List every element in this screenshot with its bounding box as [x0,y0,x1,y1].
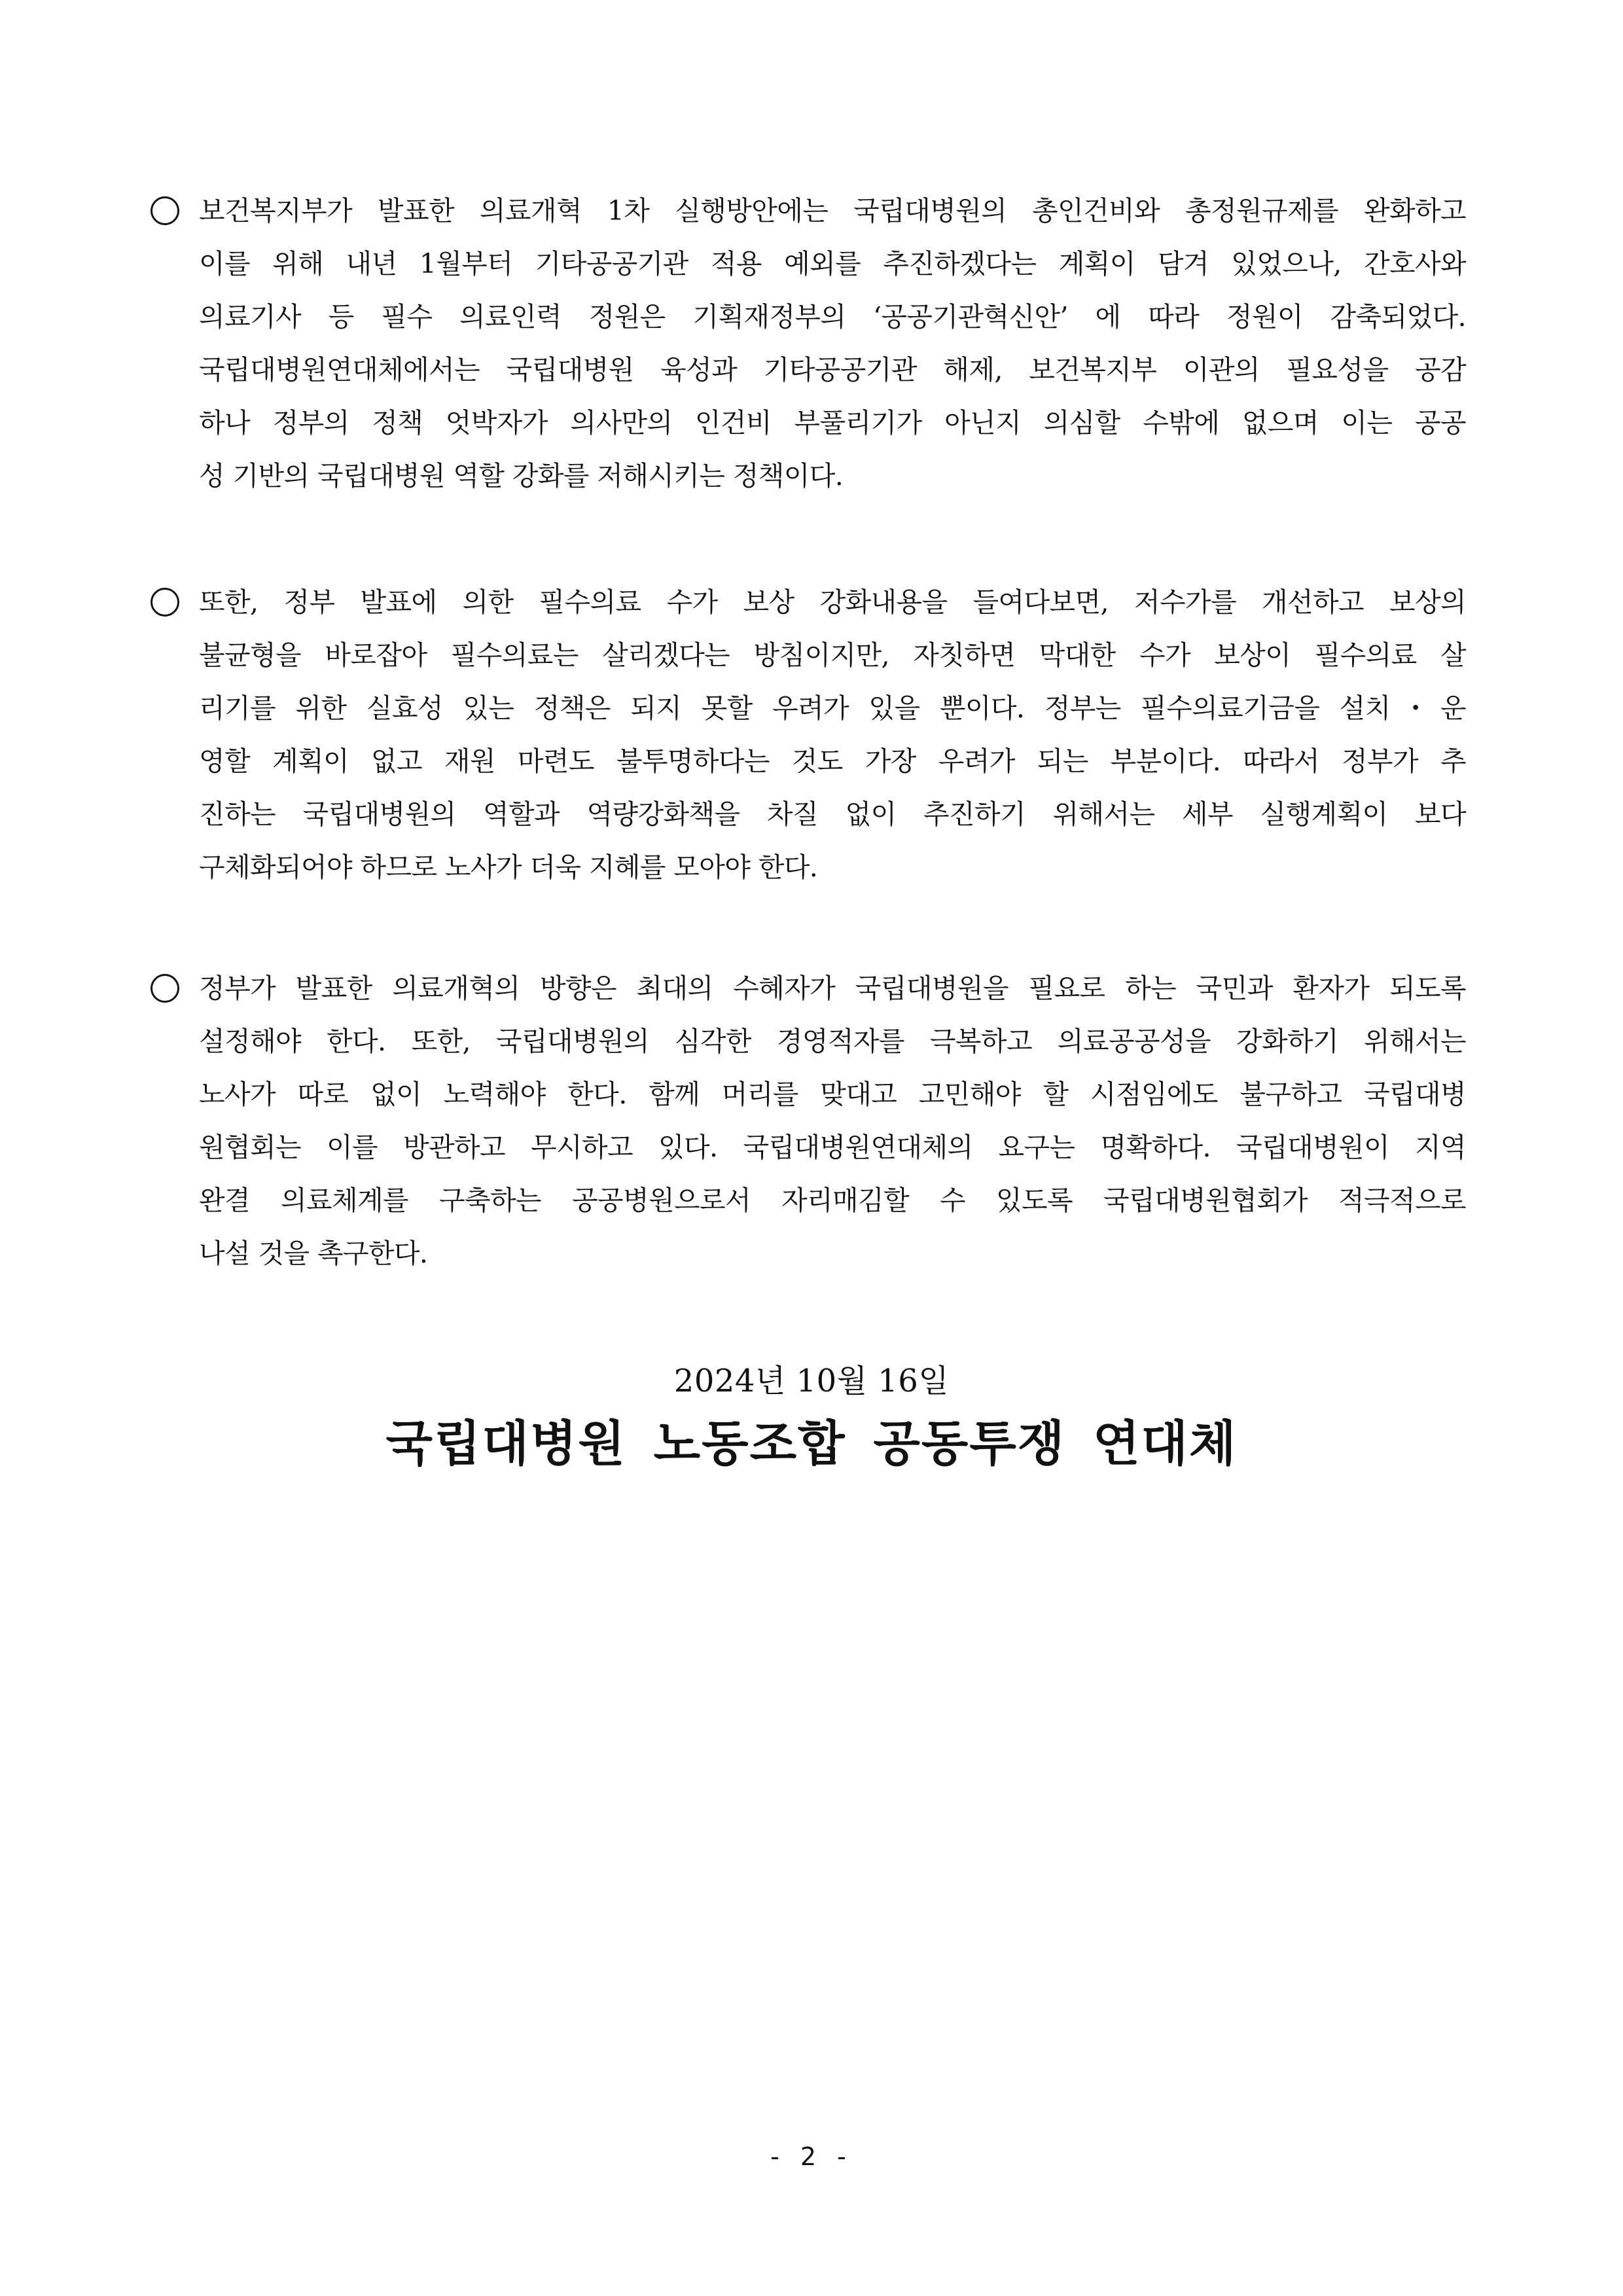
circle-bullet-icon [151,974,179,1003]
paragraph-line: 영할 계획이 없고 재원 마련도 불투명하다는 것도 가장 우려가 되는 부분이다. 따라서 정부가 추 [199,745,1466,777]
paragraph-line: 나설 것을 촉구한다. [199,1238,428,1269]
paragraph-line: 국립대병원연대체에서는 국립대병원 육성과 기타공공기관 해제, 보건복지부 이관의 필요성을 공감 [199,354,1466,386]
paragraph-1 [151,185,1466,503]
paragraph-line: 노사가 따로 없이 노력해야 한다. 함께 머리를 맞대고 고민해야 할 시점임에도 불구하고 국립대병 [199,1079,1466,1110]
paragraph-line: 설정해야 한다. 또한, 국립대병원의 심각한 경영적자를 극복하고 의료공공성을 강화하기 위해서는 [199,1026,1466,1057]
paragraph-line: 리기를 위한 실효성 있는 정책은 되지 못할 우려가 있을 뿐이다. 정부는 필수의료기금을 설치・운 [199,692,1466,724]
paragraph-line: 구체화되어야 하므로 노사가 더욱 지혜를 모아야 한다. [199,852,818,883]
paragraph-2 [151,576,1466,894]
organization-signature: 국립대병원 노동조합 공동투쟁 연대체 [385,1416,1238,1472]
circle-bullet-icon [151,196,179,225]
paragraph-line: 의료기사 등 필수 의료인력 정원은 기획재정부의 ‘공공기관혁신안’ 에 따라 정원이 감축되었다. [199,301,1466,332]
paragraph-line: 원협회는 이를 방관하고 무시하고 있다. 국립대병원연대체의 요구는 명확하다. 국립대병원이 지역 [199,1132,1466,1163]
paragraph-line: 진하는 국립대병원의 역할과 역량강화책을 차질 없이 추진하기 위해서는 세부 실행계획이 보다 [199,798,1466,830]
paragraph-line: 또한, 정부 발표에 의한 필수의료 수가 보상 강화내용을 들여다보면, 저수가를 개선하고 보상의 [199,586,1466,618]
circle-bullet-icon [151,588,179,617]
paragraph-line: 이를 위해 내년 1월부터 기타공공기관 적용 예외를 추진하겠다는 계획이 담겨 있었으나, 간호사와 [199,248,1466,279]
paragraph-line: 불균형을 바로잡아 필수의료는 살리겠다는 방침이지만, 자칫하면 막대한 수가 보상이 필수의료 살 [199,639,1466,671]
statement-date: 2024년 10월 16일 [673,1363,950,1399]
paragraph-line: 보건복지부가 발표한 의료개혁 1차 실행방안에는 국립대병원의 총인건비와 총정원규제를 완화하고 [199,195,1466,226]
paragraph-line: 성 기반의 국립대병원 역할 강화를 저해시키는 정책이다. [199,460,844,492]
paragraph-3 [151,962,1466,1280]
page-number: - 2 - [770,2142,853,2171]
paragraph-line: 정부가 발표한 의료개혁의 방향은 최대의 수혜자가 국립대병원을 필요로 하는 국민과 환자가 되도록 [199,973,1466,1004]
paragraph-line: 완결 의료체계를 구축하는 공공병원으로서 자리매김할 수 있도록 국립대병원협회가 적극적으로 [199,1185,1466,1216]
paragraph-line: 하나 정부의 정책 엇박자가 의사만의 인건비 부풀리기가 아닌지 의심할 수밖에 없으며 이는 공공 [199,407,1466,439]
